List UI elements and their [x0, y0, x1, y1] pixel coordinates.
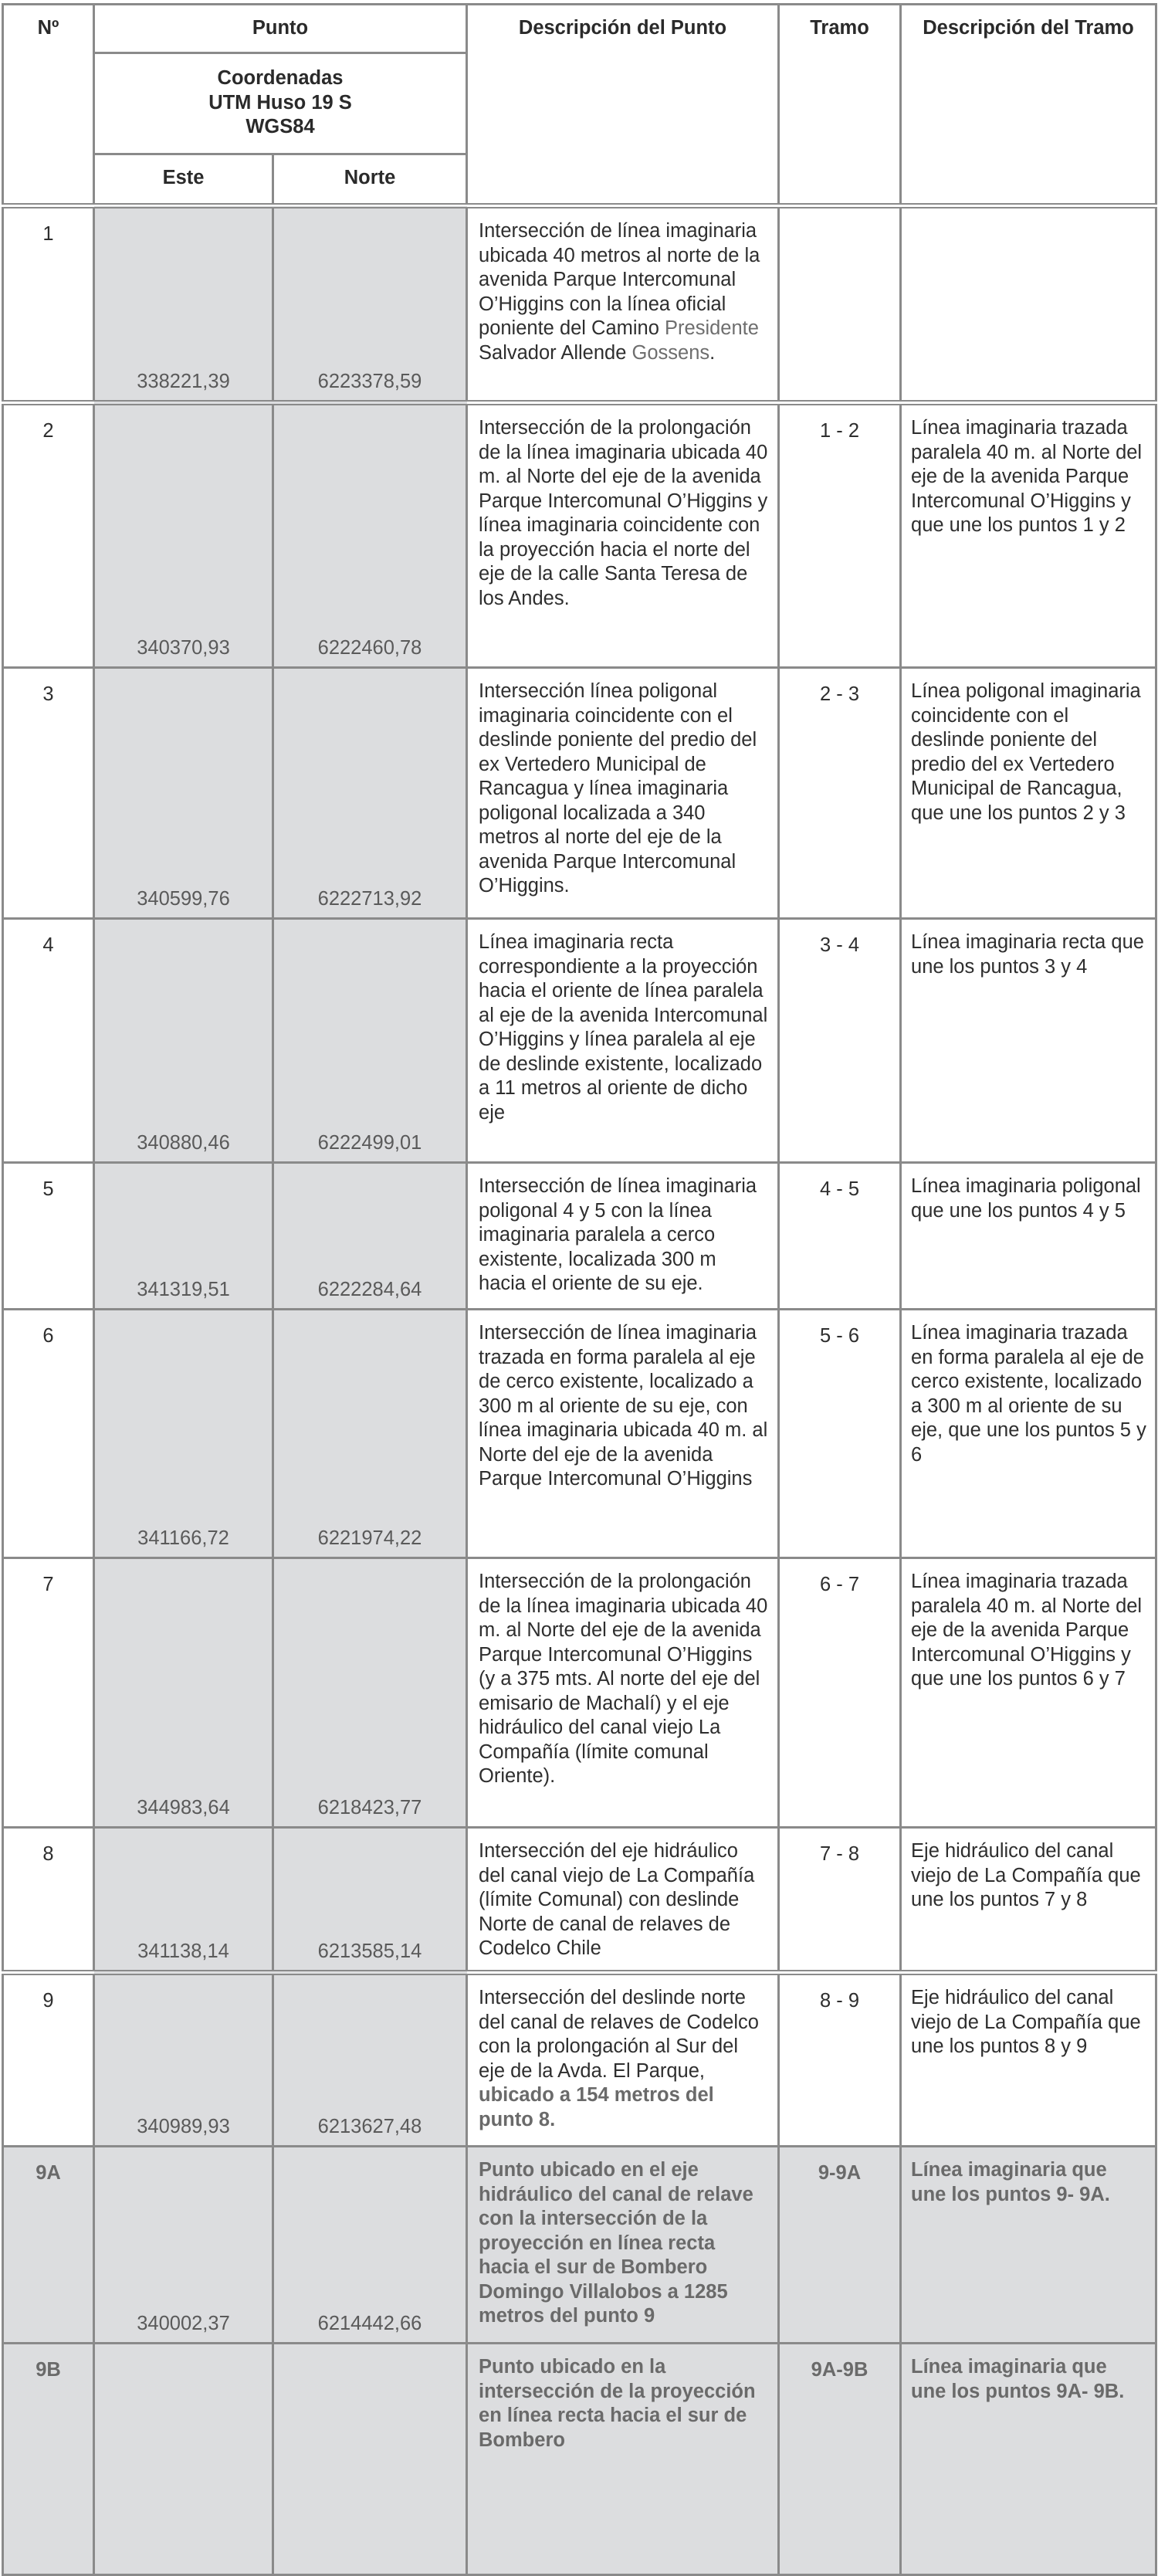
segment-description: Línea imaginaria que une los puntos 9A- 9B. [901, 2344, 1156, 2575]
coord-este: 340002,37 [94, 2147, 273, 2344]
coord-norte: 6223378,59 [273, 206, 467, 403]
segment-description [901, 206, 1156, 403]
table-row [3, 1828, 1156, 1973]
point-description [467, 2344, 779, 2575]
point-number: 3 [3, 668, 94, 919]
coord-este: 341138,14 [94, 1828, 273, 1973]
description-text: . [709, 341, 716, 364]
table-row [3, 1310, 1156, 1558]
segment-id: 2 - 3 [779, 668, 901, 919]
description-text: Intersección del eje hidráulico del canal viejo de La Compañía (límite Comunal) con deslinde Norte de canal de relaves de Codelco Chile [479, 1840, 755, 1959]
point-number: 9 [3, 1973, 94, 2147]
segment-id: 7 - 8 [779, 1828, 901, 1973]
segment-id: 5 - 6 [779, 1310, 901, 1558]
coord-este: 340370,93 [94, 403, 273, 668]
point-description [467, 1973, 779, 2147]
table-row [3, 2344, 1156, 2575]
segment-id [779, 206, 901, 403]
coord-norte: 6222284,64 [273, 1163, 467, 1310]
point-number: 2 [3, 403, 94, 668]
boundary-points-table [2, 3, 1157, 2576]
coord-este: 340989,93 [94, 1973, 273, 2147]
segment-description: Línea imaginaria trazada paralela 40 m. al Norte del eje de la avenida Parque Intercomunal O’Higgins y que une los puntos 1 y 2 [901, 403, 1156, 668]
segment-id: 9A-9B [779, 2344, 901, 2575]
segment-description: Eje hidráulico del canal viejo de La Compañía que une los puntos 8 y 9 [901, 1973, 1156, 2147]
point-number: 1 [3, 206, 94, 403]
coord-norte: 6221974,22 [273, 1310, 467, 1558]
coord-norte [273, 2344, 467, 2575]
description-text: Intersección de línea imaginaria trazada en forma paralela al eje de cerco existente, localizado a 300 m al oriente de su eje, con línea imaginaria ubicada 40 m. al Norte del eje de la avenida Parque Intercomunal O’Higgins [479, 1322, 768, 1490]
segment-id: 4 - 5 [779, 1163, 901, 1310]
point-number: 4 [3, 919, 94, 1163]
coord-norte: 6214442,66 [273, 2147, 467, 2344]
point-description [467, 1558, 779, 1828]
coord-este: 340599,76 [94, 668, 273, 919]
description-text: ubicado a 154 metros del punto 8. [479, 2084, 714, 2130]
description-text: Intersección de línea imaginaria poligonal 4 y 5 con la línea imaginaria paralela a cerco existente, localizada 300 m hacia el oriente de su eje. [479, 1175, 757, 1294]
point-number: 7 [3, 1558, 94, 1828]
coord-este: 340880,46 [94, 919, 273, 1163]
segment-description: Línea poligonal imaginaria coincidente con el deslinde poniente del predio del ex Vertedero Municipal de Rancagua, que une los puntos 2 y 3 [901, 668, 1156, 919]
header-coordenadas-line: WGS84 [245, 116, 315, 137]
point-description [467, 403, 779, 668]
point-description [467, 668, 779, 919]
header-coordenadas [94, 53, 467, 154]
table-row [3, 206, 1156, 403]
point-description [467, 1163, 779, 1310]
table-row [3, 919, 1156, 1163]
segment-description: Línea imaginaria trazada en forma paralela al eje de cerco existente, localizado a 300 m al oriente de su eje, que une los puntos 5 y 6 [901, 1310, 1156, 1558]
segment-id: 9-9A [779, 2147, 901, 2344]
point-description [467, 1828, 779, 1973]
table-row [3, 668, 1156, 919]
segment-description: Eje hidráulico del canal viejo de La Compañía que une los puntos 7 y 8 [901, 1828, 1156, 1973]
point-number: 8 [3, 1828, 94, 1973]
point-number: 6 [3, 1310, 94, 1558]
coord-norte: 6222499,01 [273, 919, 467, 1163]
coord-norte: 6213585,14 [273, 1828, 467, 1973]
segment-description: Línea imaginaria poligonal que une los puntos 4 y 5 [901, 1163, 1156, 1310]
coord-este: 341319,51 [94, 1163, 273, 1310]
header-no: Nº [3, 5, 94, 206]
table-row [3, 1163, 1156, 1310]
description-text: Línea imaginaria recta correspondiente a la proyección hacia el oriente de línea paralela al eje de la avenida Intercomunal O’Higgins y línea paralela al eje de deslinde existente, localizado a 11 metros al oriente de dicho eje [479, 931, 768, 1124]
segment-description: Línea imaginaria que une los puntos 9- 9A. [901, 2147, 1156, 2344]
table-row [3, 2147, 1156, 2344]
segment-id: 1 - 2 [779, 403, 901, 668]
segment-description: Línea imaginaria recta que une los puntos 3 y 4 [901, 919, 1156, 1163]
coord-este [94, 2344, 273, 2575]
description-text: Punto ubicado en el eje hidráulico del canal de relave con la intersección de la proyección en línea recta hacia el sur de Bombero Domingo Villalobos a 1285 metros del punto 9 [479, 2159, 753, 2327]
description-text: Intersección de la prolongación de la línea imaginaria ubicada 40 m. al Norte del eje de la avenida Parque Intercomunal O’Higgins y línea imaginaria coincidente con la proyección hacia el norte del eje de la calle Santa Teresa de los Andes. [479, 417, 768, 609]
header-descripcion-tramo: Descripción del Tramo [901, 5, 1156, 206]
description-text: Intersección de línea imaginaria ubicada 40 metros al norte de la avenida Parque Intercomunal O’Higgins con la línea oficial poniente del Camino [479, 220, 760, 339]
coord-norte: 6213627,48 [273, 1973, 467, 2147]
point-description [467, 1310, 779, 1558]
point-description [467, 206, 779, 403]
header-tramo: Tramo [779, 5, 901, 206]
description-text: Punto ubicado en la intersección de la proyección en línea recta hacia el sur de Bombero [479, 2356, 756, 2451]
point-description [467, 919, 779, 1163]
table-row [3, 403, 1156, 668]
point-number: 5 [3, 1163, 94, 1310]
point-description [467, 2147, 779, 2344]
coord-norte: 6222713,92 [273, 668, 467, 919]
coord-norte: 6218423,77 [273, 1558, 467, 1828]
description-text: Presidente [665, 317, 759, 339]
description-text: Intersección del deslinde norte del canal de relaves de Codelco con la prolongación al Sur del eje de la Avda. El Parque, [479, 1987, 759, 2082]
description-text: Intersección de la prolongación de la línea imaginaria ubicada 40 m. al Norte del eje de la avenida Parque Intercomunal O’Higgins (y a 375 mts. Al norte del eje del emisario de Machalí) y el eje hidráulico del canal viejo La Compañía (límite comunal Oriente). [479, 1571, 768, 1787]
description-text: Salvador Allende [479, 341, 632, 364]
description-text: Intersección línea poligonal imaginaria coincidente con el deslinde poniente del predio del ex Vertedero Municipal de Rancagua y línea imaginaria poligonal localizada a 340 metros al norte del eje de la avenida Parque Intercomunal O’Higgins. [479, 680, 757, 897]
segment-id: 8 - 9 [779, 1973, 901, 2147]
table-row [3, 1973, 1156, 2147]
header-descripcion-punto: Descripción del Punto [467, 5, 779, 206]
point-number: 9B [3, 2344, 94, 2575]
coord-norte: 6222460,78 [273, 403, 467, 668]
point-number: 9A [3, 2147, 94, 2344]
segment-id: 6 - 7 [779, 1558, 901, 1828]
coord-este: 344983,64 [94, 1558, 273, 1828]
table-row [3, 1558, 1156, 1828]
header-coordenadas-line: UTM Huso 19 S [208, 91, 352, 114]
segment-id: 3 - 4 [779, 919, 901, 1163]
header-punto: Punto [94, 5, 467, 53]
header-coordenadas-line: Coordenadas [217, 67, 344, 89]
header-este: Este [94, 154, 273, 206]
coord-este: 341166,72 [94, 1310, 273, 1558]
description-text: Gossens [631, 341, 710, 364]
coord-este: 338221,39 [94, 206, 273, 403]
segment-description: Línea imaginaria trazada paralela 40 m. al Norte del eje de la avenida Parque Intercomunal O’Higgins y que une los puntos 6 y 7 [901, 1558, 1156, 1828]
header-norte: Norte [273, 154, 467, 206]
